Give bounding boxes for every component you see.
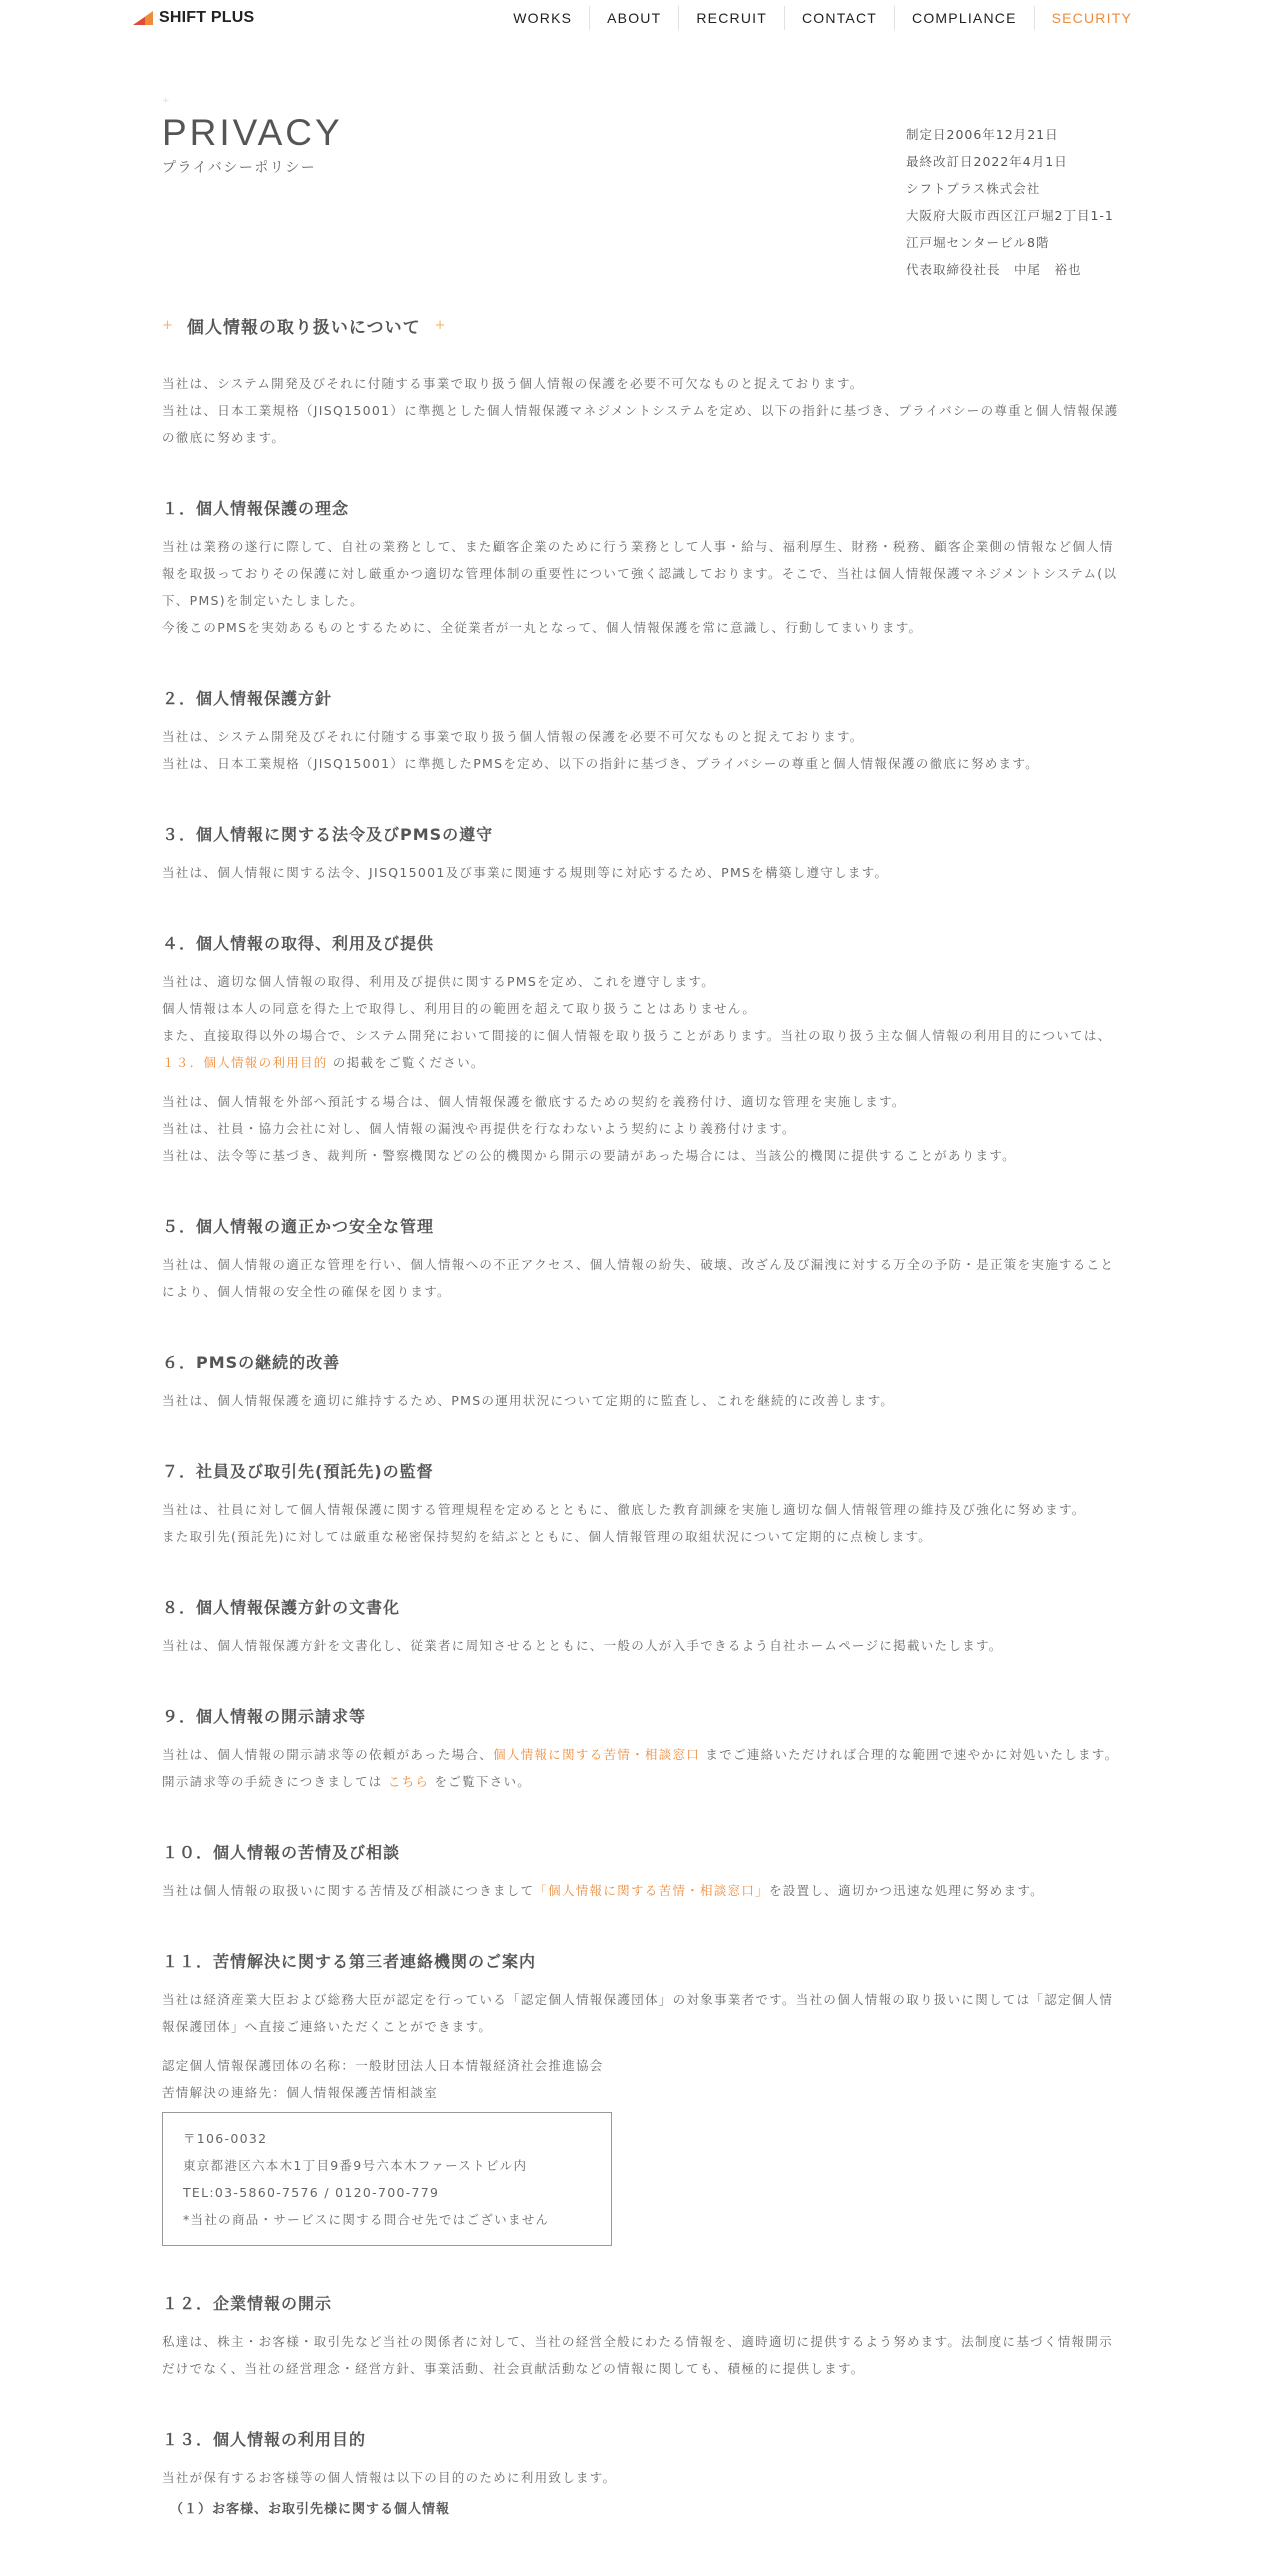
address: 東京都港区六本木1丁目9番9号六本木ファーストビル内 (183, 2158, 528, 2173)
postal-code: 〒106-0032 (183, 2131, 268, 2146)
site-header (0, 0, 1284, 36)
section-2-text: 当社は、日本工業規格（JISQ15001）に準拠したPMSを定め、以下の指針に基づき、プライバシーの尊重と個人情報保護の徹底に努めます。 (162, 756, 1039, 771)
logo[interactable] (133, 8, 254, 28)
main-nav (496, 6, 1149, 30)
section-1-text: 当社は業務の遂行に際して、自社の業務として、また顧客企業のために行う業務として人事・給与、福利厚生、財務・税務、顧客企業側の情報など個人情報を取扱っておりその保護に対し厳重かつ適切な管理体制の重要性について強く認識しております。そこで、当社は個人情報保護マネジメントシステム(以下、PMS)を制定いたしました。 (162, 539, 1118, 608)
section-11-contact: 苦情解決の連絡先：個人情報保護苦情相談室 (162, 2085, 439, 2100)
company-name: シフトプラス株式会社 (906, 181, 1041, 196)
complaint-desk-link[interactable]: 「個人情報に関する苦情・相談窓口」 (534, 1883, 769, 1898)
established-date: 制定日2006年12月21日 (906, 127, 1059, 142)
section-3-text: 当社は、個人情報に関する法令、JISQ15001及び事業に関連する規則等に対応するため、PMSを構築し遵守します。 (162, 865, 889, 880)
section-4-text (162, 1022, 1124, 1076)
revised-date: 最終改訂日2022年4月1日 (906, 154, 1068, 169)
section-12-title: １２．企業情報の開示 (162, 2294, 333, 2313)
section-9-text (162, 1741, 1124, 1795)
text-span: また、直接取得以外の場合で、システム開発において間接的に個人情報を取り扱うことがあります。当社の取り扱う主な個人情報の利用目的については、 (162, 1028, 1112, 1043)
text-span: 当社は、個人情報の開示請求等の依頼があった場合、 (162, 1747, 494, 1762)
nav-recruit[interactable]: RECRUIT (678, 6, 784, 30)
plus-icon: + (434, 317, 446, 333)
text-span: までご連絡いただければ合理的な範囲で速やかに対処いたします。開示請求等の手続きにつきましては (162, 1747, 1119, 1789)
section-2-title: ２．個人情報保護方針 (162, 689, 333, 708)
company-info (906, 124, 1114, 286)
nav-contact[interactable]: CONTACT (784, 6, 894, 30)
phone: TEL:03-5860-7576 / 0120-700-779 (183, 2185, 440, 2200)
policy-content (162, 370, 1124, 2523)
section-4-text: 当社は、法令等に基づき、裁判所・警察機関などの公的機関から開示の要請があった場合には、当該公的機関に提供することがあります。 (162, 1148, 1016, 1163)
section-1-text: 今後このPMSを実効あるものとするために、全従業者が一丸となって、個人情報保護を常に意識し、行動してまいります。 (162, 620, 923, 635)
text-span: をご覧下さい。 (429, 1774, 532, 1789)
section-4-title: ４．個人情報の取得、利用及び提供 (162, 934, 435, 953)
section-3-title: ３．個人情報に関する法令及びPMSの遵守 (162, 825, 494, 844)
section-11-title: １１．苦情解決に関する第三者連絡機関のご案内 (162, 1952, 537, 1971)
text-span: を設置し、適切かつ迅速な処理に努めます。 (768, 1883, 1044, 1898)
section-heading (162, 312, 445, 338)
page-title: PRIVACY (162, 112, 343, 153)
nav-about[interactable]: ABOUT (589, 6, 678, 30)
section-8-text: 当社は、個人情報保護方針を文書化し、従業者に周知させるとともに、一般の人が入手できるよう自社ホームページに掲載いたします。 (162, 1638, 1003, 1653)
section-11-text: 当社は経済産業大臣および総務大臣が認定を行っている「認定個人情報保護団体」の対象事業者です。当社の個人情報の取り扱いに関しては「認定個人情報保護団体」へ直接ご連絡いただくことができます。 (162, 1992, 1114, 2034)
section-title: 個人情報の取り扱いについて (186, 317, 421, 338)
company-president: 代表取締役社長 中尾 裕也 (906, 262, 1082, 277)
contact-address-box (162, 2112, 612, 2246)
section-10-text (162, 1877, 1124, 1904)
section-4-text: 当社は、社員・協力会社に対し、個人情報の漏洩や再提供を行なわないよう契約により義務付けます。 (162, 1121, 796, 1136)
section-5-text: 当社は、個人情報の適正な管理を行い、個人情報への不正アクセス、個人情報の紛失、破壊、改ざん及び漏洩に対する万全の予防・是正策を実施することにより、個人情報の安全性の確保を図ります。 (162, 1257, 1115, 1299)
logo-icon (133, 11, 153, 25)
section-6-title: ６．PMSの継続的改善 (162, 1353, 341, 1372)
section-4-text: 当社は、個人情報を外部へ預託する場合は、個人情報保護を徹底するための契約を義務付け、適切な管理を実施します。 (162, 1094, 906, 1109)
section-13-title: １３．個人情報の利用目的 (162, 2430, 367, 2449)
section-9-title: ９．個人情報の開示請求等 (162, 1707, 367, 1726)
section-12-text: 私達は、株主・お客様・取引先など当社の関係者に対して、当社の経営全般にわたる情報を、適時適切に提供するよう努めます。法制度に基づく情報開示だけでなく、当社の経営理念・経営方針、事業活動、社会貢献活動などの情報に関しても、積極的に提供します。 (162, 2334, 1113, 2376)
section-7-text: 当社は、社員に対して個人情報保護に関する管理規程を定めるとともに、徹底した教育訓練を実施し適切な個人情報管理の維持及び強化に努めます。 (162, 1502, 1086, 1517)
section-11-org-name: 認定個人情報保護団体の名称：一般財団法人日本情報経済社会推進協会 (162, 2058, 604, 2073)
page-subtitle: プライバシーポリシー (162, 160, 317, 176)
section-5-title: ５．個人情報の適正かつ安全な管理 (162, 1217, 435, 1236)
section-10-title: １０．個人情報の苦情及び相談 (162, 1843, 401, 1862)
text-span: の掲載をご覧ください。 (327, 1055, 485, 1070)
section-13-subheading: （１）お客様、お取引先様に関する個人情報 (170, 2502, 451, 2517)
intro-paragraph: 当社は、システム開発及びそれに付随する事業で取り扱う個人情報の保護を必要不可欠なものと捉えております。 (162, 376, 864, 391)
nav-works[interactable]: WORKS (513, 10, 573, 26)
section-2-text: 当社は、システム開発及びそれに付随する事業で取り扱う個人情報の保護を必要不可欠なものと捉えております。 (162, 729, 864, 744)
plus-icon: + (162, 317, 173, 333)
purpose-link[interactable]: １３．個人情報の利用目的 (162, 1055, 328, 1070)
section-4-text: 個人情報は本人の同意を得た上で取得し、利用目的の範囲を超えて取り扱うことはありません。 (162, 1001, 757, 1016)
text-span: 当社は個人情報の取扱いに関する苦情及び相談につきまして (162, 1883, 535, 1898)
nav-compliance[interactable]: COMPLIANCE (894, 6, 1034, 30)
nav-security[interactable]: SECURITY (1034, 6, 1149, 30)
company-building: 江戸堀センタービル8階 (906, 235, 1050, 250)
disclosure-procedure-link[interactable]: こちら (387, 1774, 430, 1789)
section-7-text: また取引先(預託先)に対しては厳重な秘密保持契約を結ぶとともに、個人情報管理の取組状況について定期的に点検します。 (162, 1529, 933, 1544)
section-1-title: １．個人情報保護の理念 (162, 499, 350, 518)
intro-paragraph: 当社は、日本工業規格（JISQ15001）に準拠とした個人情報保護マネジメントシステムを定め、以下の指針に基づき、プライバシーの尊重と個人情報保護の徹底に努めます。 (162, 403, 1119, 445)
logo-text: SHIFT PLUS (159, 9, 255, 26)
section-13-text: 当社が保有するお客様等の個人情報は以下の目的のために利用致します。 (162, 2470, 617, 2485)
section-4-text: 当社は、適切な個人情報の取得、利用及び提供に関するPMSを定め、これを遵守します。 (162, 974, 716, 989)
section-8-title: ８．個人情報保護方針の文書化 (162, 1598, 401, 1617)
section-6-text: 当社は、個人情報保護を適切に維持するため、PMSの運用状況について定期的に監査し、これを継続的に改善します。 (162, 1393, 895, 1408)
company-address: 大阪府大阪市西区江戸堀2丁目1-1 (906, 208, 1114, 223)
complaint-desk-link[interactable]: 個人情報に関する苦情・相談窓口 (493, 1747, 701, 1762)
section-7-title: ７．社員及び取引先(預託先)の監督 (162, 1462, 434, 1481)
hero-decoration: + (162, 96, 170, 106)
note: *当社の商品・サービスに関する問合せ先ではございません (183, 2212, 550, 2227)
